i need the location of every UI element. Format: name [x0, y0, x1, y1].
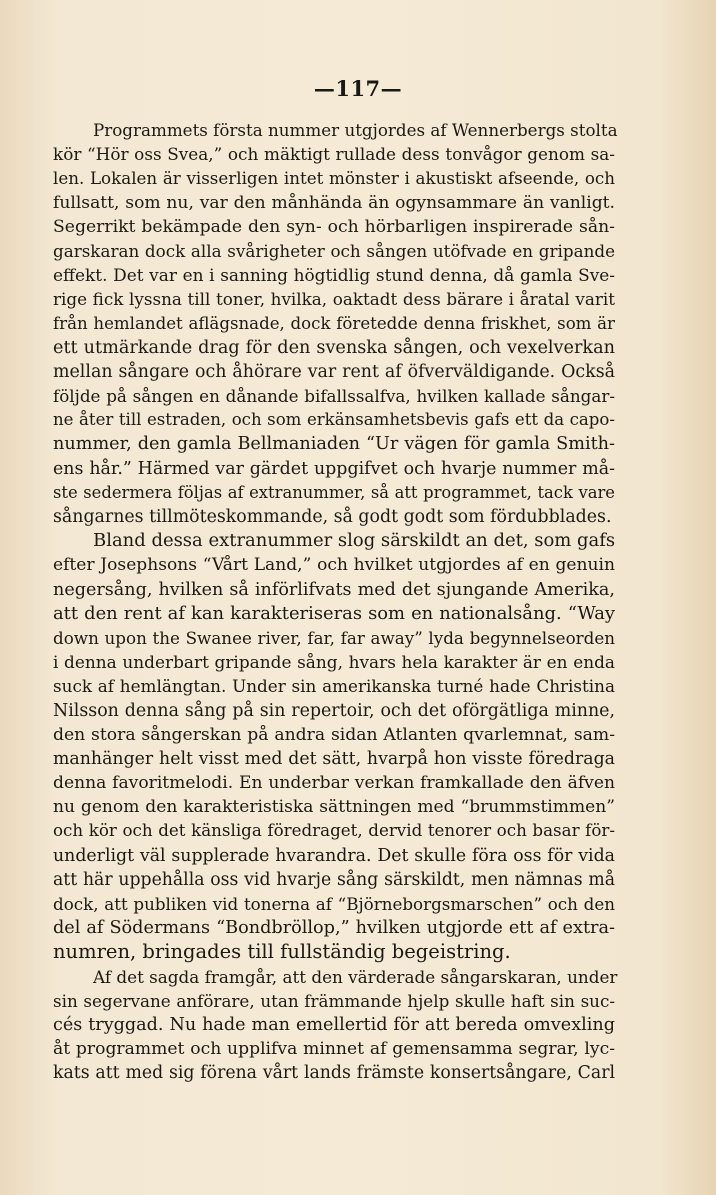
text-line: Bland dessa extranummer slog särskildt an det, som gafs [93, 530, 616, 552]
text-line: ste sedermera följas af extranummer, så att programmet, tack vare [53, 482, 615, 502]
text-line: garskaran dock alla svårigheter och sången utöfvade en gripande [53, 240, 615, 261]
text-line: att den rent af kan karakteriseras som en nationalsång. “Way [53, 602, 615, 624]
text-line: sin segervane anförare, utan främmande hjelp skulle haft sin suc- [53, 990, 615, 1011]
text-line: len. Lokalen är visserligen intet mönster i akustiskt afseende, och [53, 168, 615, 189]
text-line: ne åter till estraden, och som erkänsamhetsbevis gafs ett da capo- [53, 410, 615, 430]
text-line: kör “Hör oss Svea,” och mäktigt rullade dess tonvågor genom sa- [53, 144, 615, 165]
text-line: effekt. Det var en i sanning högtidlig stund denna, då gamla Sve- [53, 265, 615, 286]
text-line: rige fick lyssna till toner, hvilka, oaktadt dess bärare i åratal varit [53, 289, 615, 310]
text-line: nu genom den karakteristiska sättningen med “brummstimmen” [53, 797, 615, 818]
text-line: åt programmet och upplifva minnet af gemensamma segrar, lyc- [53, 1039, 615, 1060]
text-line: ens hår.” Härmed var gärdet uppgifvet och hvarje nummer må- [53, 458, 615, 479]
text-line: suck af hemlängtan. Under sin amerikanska turné hade Christina [53, 676, 615, 697]
text-line: efter Josephsons “Vårt Land,” och hvilket utgjordes af en genuin [53, 555, 615, 576]
text-line: mellan sångare och åhörare var rent af öfverväldigande. Också [53, 361, 615, 382]
text-line: denna favoritmelodi. En underbar verkan framkallade den äfven [53, 773, 615, 794]
text-line: ett utmärkande drag för den svenska sången, och vexelverkan [53, 337, 615, 358]
text-line: dock, att publiken vid tonerna af “Björneborgsmarschen” och den [53, 894, 615, 914]
text-line: Programmets första nummer utgjordes af Wennerbergs stolta [93, 120, 618, 140]
text-line: negersång, hvilken så införlifvats med det sjungande Amerika, [53, 579, 615, 600]
text-line: Af det sagda framgår, att den värderade sångarskaran, under [93, 966, 618, 987]
text-line: Segerrikt bekämpade den syn- och hörbarligen inspirerade sån- [53, 216, 615, 237]
text-line: manhänger helt visst med det sätt, hvarpå hon visste föredraga [53, 748, 615, 769]
text-line: sångarnes tillmöteskommande, så godt godt som fördubblades. [53, 507, 612, 527]
text-line: och kör och det känsliga föredraget, dervid tenorer och basar för- [53, 821, 615, 841]
text-line: Nilsson denna sång på sin repertoir, och det oförgätliga minne, [53, 700, 615, 721]
text-line: underligt väl supplerade hvarandra. Det skulle föra oss för vida [53, 845, 615, 866]
page-number: —117— [313, 76, 403, 101]
text-line: att här uppehålla oss vid hvarje sång särskildt, men nämnas må [53, 869, 615, 890]
text-line: down upon the Swanee river, far, far away” lyda begynnelseorden [53, 627, 615, 648]
text-line: kats att med sig förena vårt lands främste konsertsångare, Carl [53, 1063, 615, 1084]
text-line: cés tryggad. Nu hade man emellertid för att bereda omvexling [53, 1014, 615, 1035]
text-line: från hemlandet aflägsnade, dock företedde denna friskhet, som är [53, 313, 615, 333]
text-line: numren, bringades till fullständig begeistring. [53, 940, 511, 964]
text-line: del af Södermans “Bondbröllop,” hvilken utgjorde ett af extra- [53, 918, 615, 939]
text-line: i denna underbart gripande sång, hvars hela karakter är en enda [53, 652, 615, 673]
text-line: nummer, den gamla Bellmaniaden “Ur vägen för gamla Smith- [53, 434, 615, 455]
text-line: den stora sångerskan på andra sidan Atlanten qvarlemnat, sam- [53, 724, 615, 745]
text-line: fullsatt, som nu, var den månhända än ogynsammare än vanligt. [53, 192, 615, 213]
text-line: följde på sången en dånande bifallssalfva, hvilken kallade sångar- [53, 386, 615, 407]
body-text [53, 118, 618, 1086]
